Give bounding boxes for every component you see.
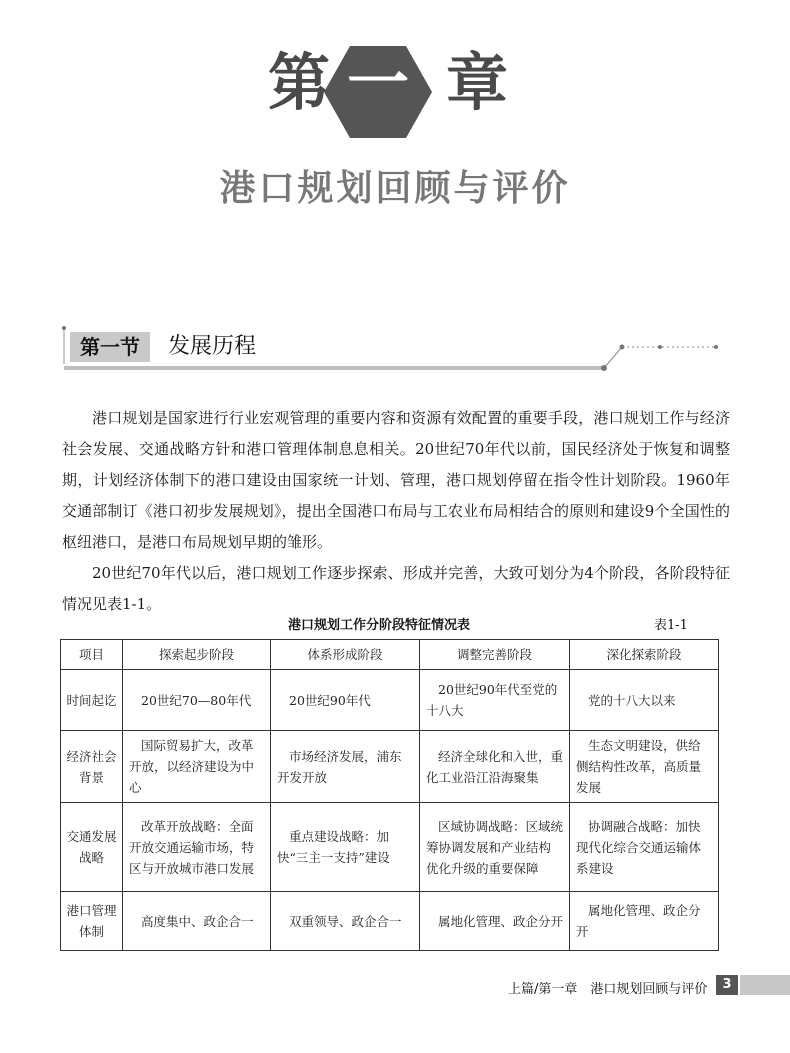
table-cell: 20世纪90年代 [271,670,420,731]
footer-bar [740,975,790,995]
table-header-row [61,640,719,670]
table-cell: 20世纪90年代至党的十八大 [420,670,570,731]
page-number: 3 [716,975,738,995]
table-cell: 国际贸易扩大，改革开放，以经济建设为中心 [123,731,271,803]
chapter-char-right: 章 [446,46,509,119]
table-header-cell: 项目 [61,640,123,670]
chapter-char-number: 一 [346,46,409,119]
table-cell: 属地化管理、政企分开 [570,892,719,951]
paragraph-2: 20世纪70年代以后，港口规划工作逐步探索、形成并完善，大致可划分为4个阶段，各阶段特征情况见表1-1。 [62,564,730,613]
table-header-cell: 探索起步阶段 [123,640,271,670]
table-cell: 协调融合战略：加快现代化综合交通运输体系建设 [570,803,719,892]
table-cell: 经济全球化和入世，重化工业沿江沿海聚集 [420,731,570,803]
table-cell: 生态文明建设，供给侧结构性改革，高质量发展 [570,731,719,803]
table-header-cell: 调整完善阶段 [420,640,570,670]
chapter-char-left: 第 [268,46,331,119]
row-label: 交通发展战略 [61,803,123,892]
running-head: 上篇/第一章 港口规划回顾与评价 [508,982,708,997]
table-cell: 属地化管理、政企分开 [420,892,570,951]
row-label: 时间起讫 [61,670,123,731]
table-cell: 党的十八大以来 [570,670,719,731]
table-row [61,731,719,803]
table-cell: 20世纪70—80年代 [123,670,271,731]
row-label: 港口管理体制 [61,892,123,951]
table-cell: 区域协调战略：区域统筹协调发展和产业结构优化升级的重要保障 [420,803,570,892]
table-cell: 双重领导、政企合一 [271,892,420,951]
table-cell: 市场经济发展，浦东开发开放 [271,731,420,803]
table-cell: 高度集中、政企合一 [123,892,271,951]
table-cell: 改革开放战略：全面开放交通运输市场，特区与开放城市港口发展 [123,803,271,892]
table-row [61,670,719,731]
chapter-title: 港口规划回顾与评价 [219,168,571,209]
stage-table [60,639,719,951]
section-title: 发展历程 [168,334,257,359]
paragraph-1: 港口规划是国家进行行业宏观管理的重要内容和资源有效配置的重要手段，港口规划工作与经济社会发展、交通战略方针和港口管理体制息息相关。20世纪70年代以前，国民经济处于恢复和调整期，计划经济体制下的港口建设由国家统一计划、管理，港口规划停留在指令性计划阶段。1960年交通部制订《港口初步发展规划》，提出全国港口布局与工农业布局相结合的原则和建设9个全国性的枢纽港口，是港口布局规划早期的雏形。 [62,409,730,551]
row-label: 经济社会背景 [61,731,123,803]
table-header-cell: 深化探索阶段 [570,640,719,670]
table-row [61,803,719,892]
table-row [61,892,719,951]
table-cell: 重点建设战略：加快“三主一支持”建设 [271,803,420,892]
table-header-cell: 体系形成阶段 [271,640,420,670]
table-number: 表1-1 [654,618,688,633]
section-number: 第一节 [70,332,150,362]
table-caption: 港口规划工作分阶段特征情况表 [288,618,471,633]
